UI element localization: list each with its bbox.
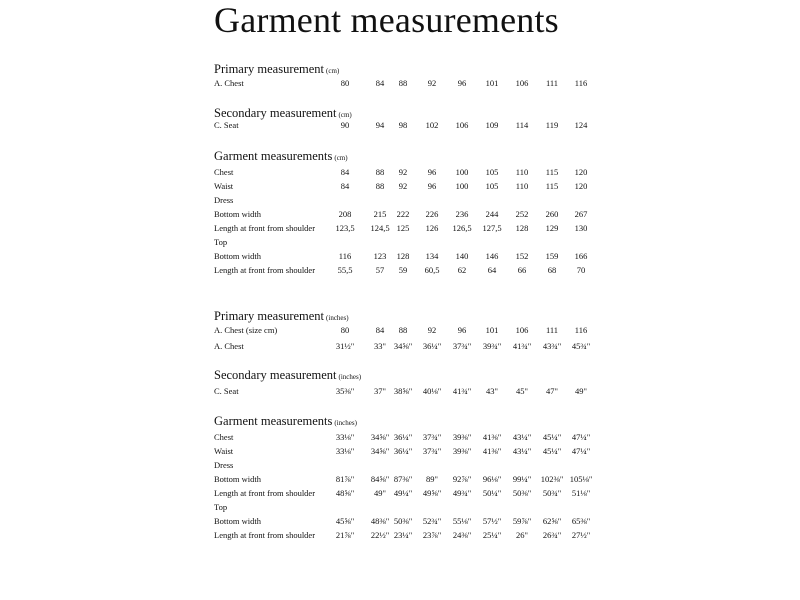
table-cell: 105: [485, 167, 499, 177]
table-cell: 41⅜": [482, 432, 502, 442]
table-cell: 66: [517, 265, 527, 275]
cm-primary-heading: [214, 62, 339, 77]
row-label: A. Chest: [214, 78, 244, 88]
table-row: [214, 530, 614, 543]
table-row: [214, 502, 614, 515]
table-cell: 96⅛": [482, 474, 502, 484]
table-cell: 65⅜": [571, 516, 591, 526]
table-cell: 252: [515, 209, 529, 219]
table-cell: 60,5: [424, 265, 440, 275]
table-cell: 55,5: [337, 265, 353, 275]
table-row: [214, 446, 614, 459]
table-cell: 123: [373, 251, 387, 261]
table-cell: 68: [547, 265, 557, 275]
table-cell: 48⅝": [335, 488, 355, 498]
table-row: [214, 460, 614, 473]
table-cell: 37": [374, 386, 386, 396]
row-label: Length at front from shoulder: [214, 530, 316, 540]
table-cell: 26¾": [542, 530, 562, 540]
table-cell: 105: [485, 181, 499, 191]
table-cell: 84: [375, 325, 385, 335]
table-cell: 81⅞": [335, 474, 355, 484]
table-cell: 45¾": [571, 341, 591, 351]
table-cell: 92: [398, 181, 408, 191]
table-cell: 70: [576, 265, 586, 275]
table-cell: 37¾": [422, 432, 442, 442]
section-unit: (cm): [326, 67, 340, 75]
table-row: [214, 516, 614, 529]
table-row: [214, 474, 614, 487]
table-cell: 59: [398, 265, 408, 275]
table-cell: 21⅞": [335, 530, 355, 540]
table-row: [214, 488, 614, 501]
table-cell: 37¾": [452, 341, 472, 351]
table-cell: 128: [396, 251, 410, 261]
table-cell: 88: [398, 78, 408, 88]
table-cell: 105⅛": [569, 474, 593, 484]
table-cell: 39⅜": [452, 432, 472, 442]
row-label: A. Chest (size cm): [214, 325, 278, 335]
row-label: Bottom width: [214, 516, 261, 526]
table-cell: 84⅝": [370, 474, 390, 484]
table-cell: 267: [574, 209, 588, 219]
inches-garment-heading: [214, 414, 357, 429]
table-cell: 37¾": [422, 446, 442, 456]
table-cell: 101: [485, 325, 499, 335]
row-label: Bottom width: [214, 209, 261, 219]
table-cell: 47¼": [571, 446, 591, 456]
table-cell: 47¼": [571, 432, 591, 442]
row-label: Dress: [214, 195, 234, 205]
section-unit: (cm): [334, 154, 348, 162]
table-cell: 33⅛": [335, 432, 355, 442]
table-row: [214, 237, 614, 250]
section-unit: (inches): [334, 419, 357, 427]
table-row: [214, 120, 614, 133]
row-label: Chest: [214, 167, 234, 177]
table-cell: 101: [485, 78, 499, 88]
table-cell: 126: [425, 223, 439, 233]
table-cell: 222: [396, 209, 410, 219]
table-cell: 48⅜": [370, 516, 390, 526]
table-cell: 50¼": [482, 488, 502, 498]
table-cell: 31½": [335, 341, 355, 351]
row-label: Bottom width: [214, 474, 261, 484]
table-cell: 80: [340, 78, 350, 88]
table-cell: 96: [427, 181, 437, 191]
table-cell: 134: [425, 251, 439, 261]
table-cell: 36¼": [393, 432, 413, 442]
table-cell: 80: [340, 325, 350, 335]
table-cell: 92: [398, 167, 408, 177]
table-cell: 111: [545, 325, 559, 335]
table-cell: 92⅞": [452, 474, 472, 484]
table-row: [214, 432, 614, 445]
table-cell: 98: [398, 120, 408, 130]
row-label: C. Seat: [214, 120, 239, 130]
table-cell: 100: [455, 167, 469, 177]
section-unit: (inches): [338, 373, 362, 381]
table-cell: 49⅝": [422, 488, 442, 498]
table-cell: 90: [340, 120, 350, 130]
table-cell: 43¼": [512, 432, 532, 442]
table-row: [214, 325, 614, 338]
table-cell: 43¼": [512, 446, 532, 456]
section-title: Primary measurement: [214, 62, 325, 76]
table-row: [214, 223, 614, 236]
table-cell: 27½": [571, 530, 591, 540]
table-cell: 106: [515, 78, 529, 88]
table-cell: 152: [515, 251, 529, 261]
table-cell: 92: [427, 325, 437, 335]
table-cell: 96: [457, 325, 467, 335]
row-label: Bottom width: [214, 251, 261, 261]
table-cell: 99¼": [512, 474, 532, 484]
table-cell: 116: [574, 325, 588, 335]
table-cell: 88: [375, 181, 385, 191]
table-cell: 45": [516, 386, 528, 396]
table-cell: 123,5: [335, 223, 355, 233]
section-unit: (inches): [326, 314, 349, 322]
table-cell: 124: [574, 120, 588, 130]
table-cell: 244: [485, 209, 499, 219]
table-cell: 49": [374, 488, 386, 498]
table-cell: 33": [374, 341, 386, 351]
table-cell: 110: [515, 181, 529, 191]
table-cell: 102⅜": [540, 474, 564, 484]
table-row: [214, 209, 614, 222]
table-cell: 106: [455, 120, 469, 130]
table-row: [214, 341, 614, 354]
row-label: Chest: [214, 432, 234, 442]
table-cell: 89": [426, 474, 438, 484]
row-label: A. Chest: [214, 341, 244, 351]
table-cell: 84: [340, 167, 350, 177]
table-cell: 43": [486, 386, 498, 396]
table-cell: 41¾": [512, 341, 532, 351]
table-cell: 116: [338, 251, 352, 261]
table-cell: 25¼": [482, 530, 502, 540]
table-cell: 87⅜": [393, 474, 413, 484]
section-title: Secondary measurement: [214, 368, 337, 382]
section-title: Primary measurement: [214, 309, 325, 323]
table-cell: 35⅜": [335, 386, 355, 396]
table-cell: 41¾": [452, 386, 472, 396]
table-cell: 236: [455, 209, 469, 219]
cm-secondary-heading: [214, 106, 352, 121]
table-row: [214, 265, 614, 278]
table-cell: 43¾": [542, 341, 562, 351]
table-cell: 116: [574, 78, 588, 88]
table-cell: 215: [373, 209, 387, 219]
table-cell: 92: [427, 78, 437, 88]
table-cell: 128: [515, 223, 529, 233]
table-cell: 140: [455, 251, 469, 261]
inches-secondary-heading: [214, 368, 361, 383]
table-cell: 26": [516, 530, 528, 540]
table-cell: 57½": [482, 516, 502, 526]
table-cell: 208: [338, 209, 352, 219]
table-cell: 49¼": [393, 488, 413, 498]
table-cell: 124,5: [370, 223, 390, 233]
table-cell: 126,5: [452, 223, 472, 233]
table-cell: 23⅞": [422, 530, 442, 540]
table-cell: 49": [575, 386, 587, 396]
table-row: [214, 195, 614, 208]
table-cell: 159: [545, 251, 559, 261]
table-cell: 62: [457, 265, 467, 275]
row-label: Dress: [214, 460, 234, 470]
table-cell: 39¾": [482, 341, 502, 351]
inches-primary-heading: [214, 309, 349, 324]
table-cell: 166: [574, 251, 588, 261]
table-cell: 55⅛": [452, 516, 472, 526]
table-cell: 52¾": [422, 516, 442, 526]
table-cell: 125: [396, 223, 410, 233]
table-cell: 106: [515, 325, 529, 335]
table-cell: 130: [574, 223, 588, 233]
table-cell: 51⅛": [571, 488, 591, 498]
table-cell: 84: [340, 181, 350, 191]
table-cell: 127,5: [482, 223, 502, 233]
table-row: [214, 181, 614, 194]
table-row: [214, 167, 614, 180]
row-label: Top: [214, 502, 228, 512]
table-cell: 33⅛": [335, 446, 355, 456]
table-cell: 22½": [370, 530, 390, 540]
table-cell: 115: [545, 181, 559, 191]
table-cell: 34⅝": [393, 341, 413, 351]
row-label: Waist: [214, 181, 234, 191]
section-title: Garment measurements: [214, 414, 333, 428]
table-cell: 57: [375, 265, 385, 275]
table-cell: 102: [425, 120, 439, 130]
table-cell: 96: [427, 167, 437, 177]
table-cell: 50⅜": [512, 488, 532, 498]
row-label: Length at front from shoulder: [214, 488, 316, 498]
table-cell: 45⅝": [335, 516, 355, 526]
table-cell: 94: [375, 120, 385, 130]
table-cell: 34⅝": [370, 432, 390, 442]
table-cell: 120: [574, 167, 588, 177]
table-cell: 88: [375, 167, 385, 177]
table-cell: 110: [515, 167, 529, 177]
table-cell: 41⅜": [482, 446, 502, 456]
row-label: Length at front from shoulder: [214, 223, 316, 233]
table-cell: 45¼": [542, 446, 562, 456]
table-cell: 260: [545, 209, 559, 219]
row-label: Waist: [214, 446, 234, 456]
table-row: [214, 78, 614, 91]
table-cell: 109: [485, 120, 499, 130]
table-cell: 47": [546, 386, 558, 396]
table-cell: 146: [485, 251, 499, 261]
table-cell: 59⅞": [512, 516, 532, 526]
page-title: Garment measurements: [214, 0, 559, 40]
table-cell: 119: [545, 120, 559, 130]
table-cell: 40⅛": [422, 386, 442, 396]
table-row: [214, 386, 614, 399]
table-cell: 115: [545, 167, 559, 177]
table-cell: 88: [398, 325, 408, 335]
table-cell: 120: [574, 181, 588, 191]
table-cell: 38⅝": [393, 386, 413, 396]
cm-garment-heading: [214, 149, 348, 164]
table-cell: 36¼": [422, 341, 442, 351]
table-cell: 50¾": [542, 488, 562, 498]
table-cell: 23¼": [393, 530, 413, 540]
table-cell: 50⅜": [393, 516, 413, 526]
table-cell: 114: [515, 120, 529, 130]
row-label: Length at front from shoulder: [214, 265, 316, 275]
row-label: Top: [214, 237, 228, 247]
section-title: Secondary measurement: [214, 106, 337, 120]
row-label: C. Seat: [214, 386, 239, 396]
table-cell: 36¼": [393, 446, 413, 456]
table-cell: 49¾": [452, 488, 472, 498]
table-cell: 64: [487, 265, 497, 275]
table-row: [214, 251, 614, 264]
table-cell: 96: [457, 78, 467, 88]
table-cell: 129: [545, 223, 559, 233]
table-cell: 100: [455, 181, 469, 191]
table-cell: 84: [375, 78, 385, 88]
section-title: Garment measurements: [214, 149, 333, 163]
table-cell: 39⅜": [452, 446, 472, 456]
table-cell: 226: [425, 209, 439, 219]
table-cell: 34⅝": [370, 446, 390, 456]
table-cell: 24⅜": [452, 530, 472, 540]
table-cell: 45¼": [542, 432, 562, 442]
table-cell: 62⅝": [542, 516, 562, 526]
table-cell: 111: [545, 78, 559, 88]
section-unit: (cm): [338, 111, 352, 119]
